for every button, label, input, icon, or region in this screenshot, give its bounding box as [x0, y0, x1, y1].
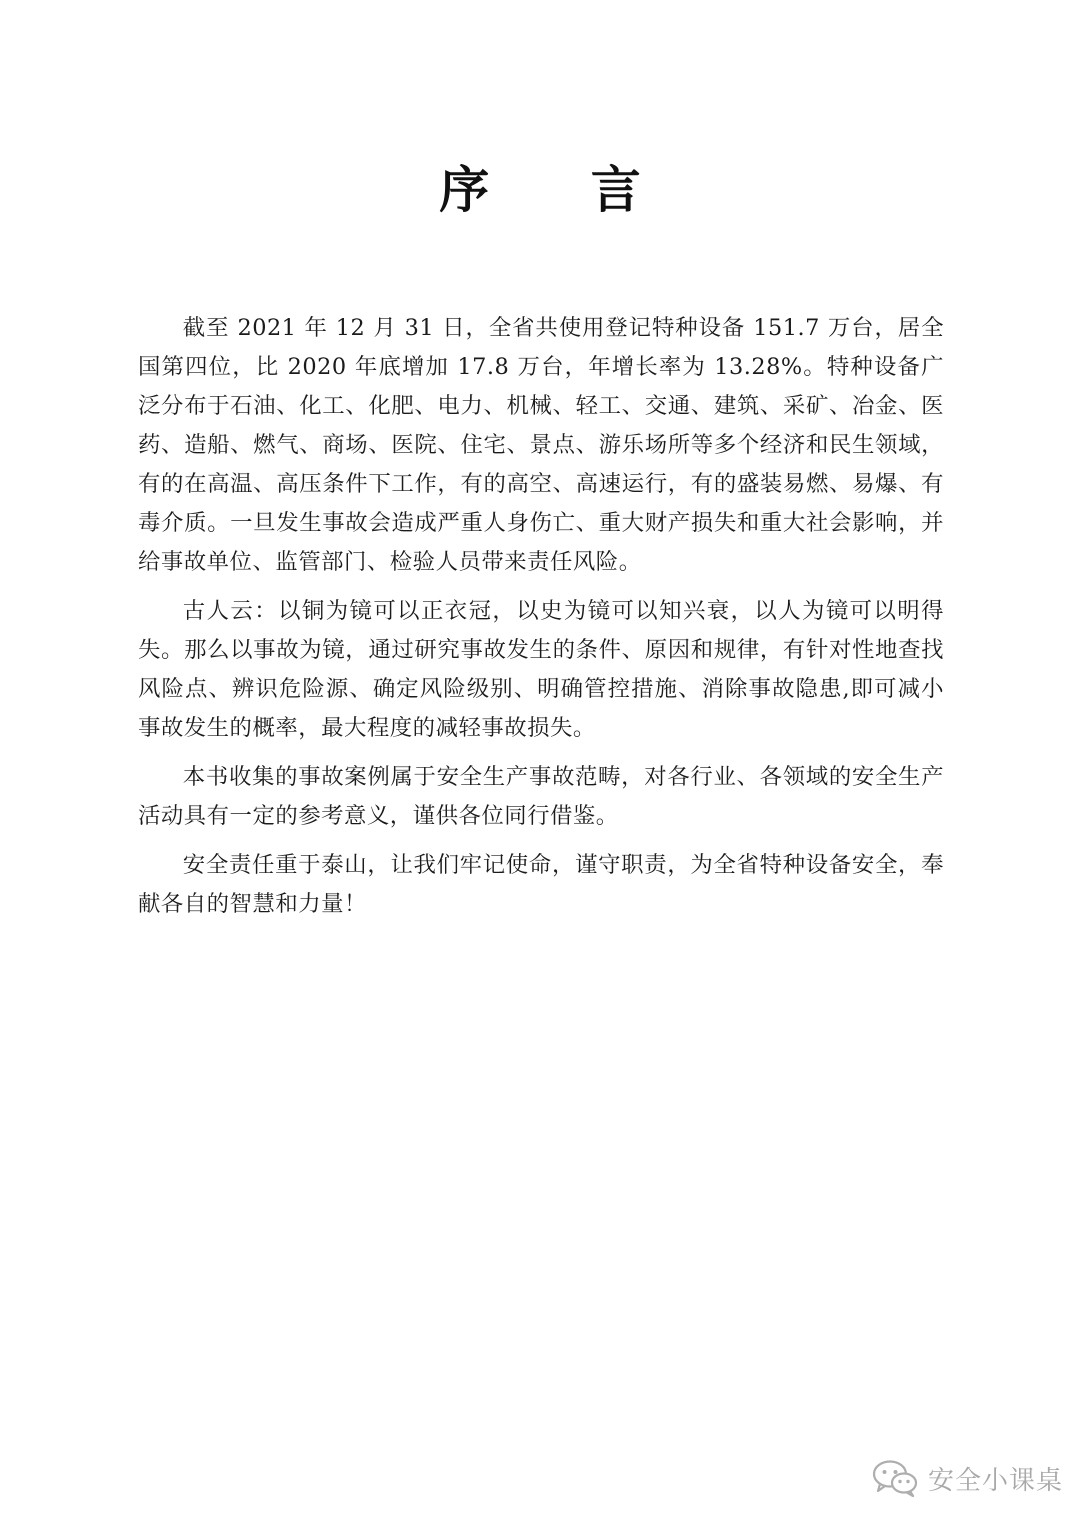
- paragraph-4: 安全责任重于泰山，让我们牢记使命，谨守职责，为全省特种设备安全，奉献各自的智慧和力量！: [138, 852, 944, 917]
- paragraph-3: 本书收集的事故案例属于安全生产事故范畴，对各行业、各领域的安全生产活动具有一定的参考意义，谨供各位同行借鉴。: [138, 764, 944, 829]
- wechat-icon: [872, 1459, 918, 1497]
- preface-body: [138, 309, 944, 934]
- watermark: [872, 1452, 1063, 1504]
- watermark-text: 安全小课桌: [928, 1465, 1064, 1496]
- paragraph-1: 截至 2021 年 12 月 31 日，全省共使用登记特种设备 151.7 万台，居全国第四位，比 2020 年底增加 17.8 万台，年增长率为 13.28%。特种设备广泛分布于石油、化工、化肥、电力、机械、轻工、交通、建筑、采矿、冶金、医药、造船、燃气、商场、医院、住宅、景点、游乐场所等多个经济和民生领域，有的在高温、高压条件下工作，有的高空、高速运行，有的盛装易燃、易爆、有毒介质。一旦发生事故会造成严重人身伤亡、重大财产损失和重大社会影响，并给事故单位、监管部门、检验人员带来责任风险。: [138, 315, 944, 575]
- paragraph-2: 古人云：以铜为镜可以正衣冠，以史为镜可以知兴衰，以人为镜可以明得失。那么以事故为镜，通过研究事故发生的条件、原因和规律，有针对性地查找风险点、辨识危险源、确定风险级别、明确管控措施、消除事故隐患,即可减小事故发生的概率，最大程度的减轻事故损失。: [138, 598, 944, 741]
- page-title: 序 言: [439, 160, 683, 219]
